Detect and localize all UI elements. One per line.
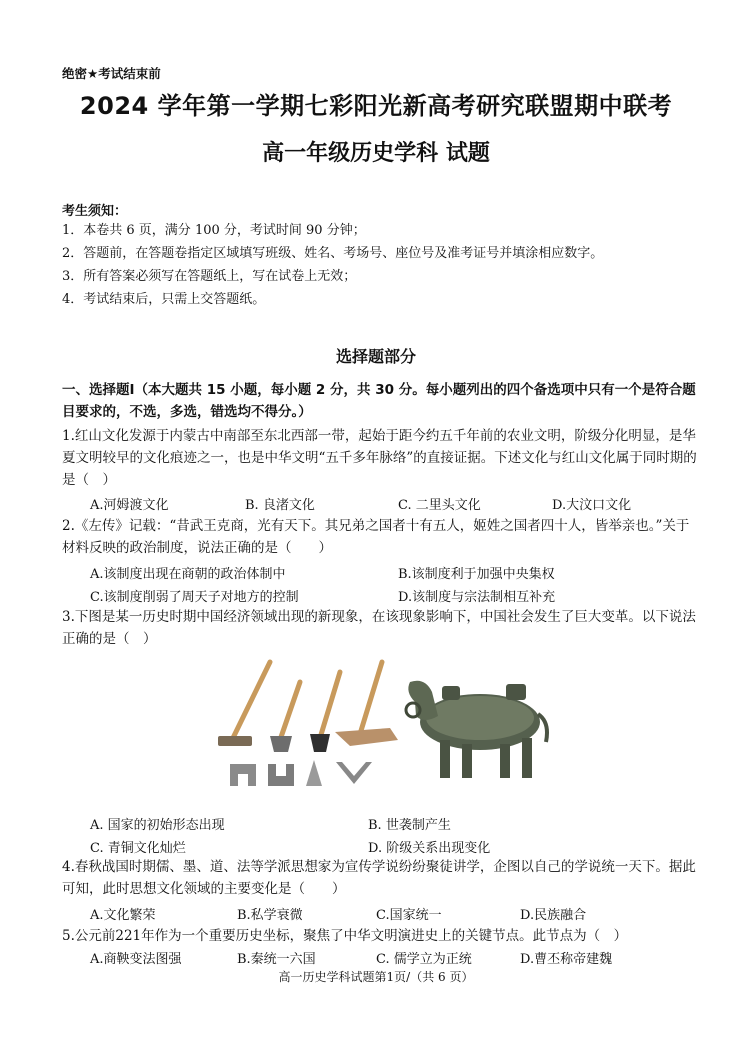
q4-option-d: D.民族融合 (520, 908, 587, 923)
confidential-label: 绝密★考试结束前 (62, 66, 161, 81)
question-4-stem: 4.春秋战国时期儒、墨、道、法等学派思想家为宣传学说纷纷聚徒讲学，企图以自己的学说统一天下。据此可知，此时思想文化领域的主要变化是（ ） (62, 859, 696, 897)
q1-option-d: D.大汶口文化 (552, 498, 632, 513)
q5-option-c: C. 儒学立为正统 (376, 952, 472, 967)
q3-option-a: A. 国家的初始形态出现 (90, 818, 225, 833)
tools-and-bronze-ox-figure (210, 652, 550, 792)
question-3-stem: 3.下图是某一历史时期中国经济领域出现的新现象，在该现象影响下，中国社会发生了巨大变革。以下说法正确的是（ ） (62, 609, 696, 647)
q5-option-d: D.曹丕称帝建魏 (520, 952, 613, 967)
page-footer: 高一历史学科试题第1页/（共 6 页） (278, 970, 474, 984)
section-title: 选择题部分 (335, 347, 416, 366)
question-2-stem: 2.《左传》记载：“昔武王克商，光有天下。其兄弟之国者十有五人，姬姓之国者四十人，皆举亲也。”关于材料反映的政治制度，说法正确的是（ ） (62, 518, 690, 556)
q4-option-a: A.文化繁荣 (90, 908, 156, 923)
part-header: 一、选择题Ⅰ（本大题共 15 小题，每小题 2 分，共 30 分。每小题列出的四个备选项中只有一个是符合题目要求的，不选，多选，错选均不得分。） (62, 382, 696, 420)
notice-item: 4．考试结束后，只需上交答题纸。 (62, 292, 266, 307)
notice-item: 3．所有答案必须写在答题纸上，写在试卷上无效； (62, 269, 357, 284)
q2-option-b: B.该制度利于加强中央集权 (398, 567, 555, 582)
q2-option-d: D.该制度与宗法制相互补充 (398, 590, 556, 605)
farming-tools-image (218, 662, 398, 786)
notice-item: 1．本卷共 6 页，满分 100 分，考试时间 90 分钟； (62, 223, 366, 238)
q1-option-c: C. 二里头文化 (398, 498, 481, 513)
q2-option-c: C.该制度削弱了周天子对地方的控制 (90, 590, 299, 605)
q5-option-b: B.秦统一六国 (237, 952, 316, 967)
q1-option-a: A.河姆渡文化 (90, 498, 169, 513)
q3-option-b: B. 世袭制产生 (368, 818, 451, 833)
question-1-stem: 1.红山文化发源于内蒙古中南部至东北西部一带，起始于距今约五千年前的农业文明，阶级分化明显，是华夏文明较早的文化痕迹之一，也是中华文明“五千多年脉络”的直接证据。下述文化与红山文化属于同时期的是（ ） (62, 428, 697, 488)
notice-heading: 考生须知： (62, 204, 128, 219)
q4-option-c: C.国家统一 (376, 908, 442, 923)
notice-item: 2．答题前，在答题卷指定区域填写班级、姓名、考场号、座位号及准考证号并填涂相应数字。 (62, 246, 604, 261)
exam-title: 2024 学年第一学期七彩阳光新高考研究联盟期中联考 (79, 92, 673, 120)
q1-option-b: B. 良渚文化 (245, 498, 315, 513)
bronze-ox-vessel-image (406, 681, 547, 778)
q2-option-a: A.该制度出现在商朝的政治体制中 (90, 567, 286, 582)
q3-option-d: D. 阶级关系出现变化 (368, 841, 491, 856)
exam-subtitle: 高一年级历史学科 试题 (262, 141, 490, 166)
q4-option-b: B.私学衰微 (237, 908, 303, 923)
q3-option-c: C. 青铜文化灿烂 (90, 841, 186, 856)
question-5-stem: 5.公元前221年作为一个重要历史坐标，聚焦了中华文明演进史上的关键节点。此节点为（ ） (62, 928, 628, 944)
q5-option-a: A.商鞅变法图强 (90, 952, 182, 967)
